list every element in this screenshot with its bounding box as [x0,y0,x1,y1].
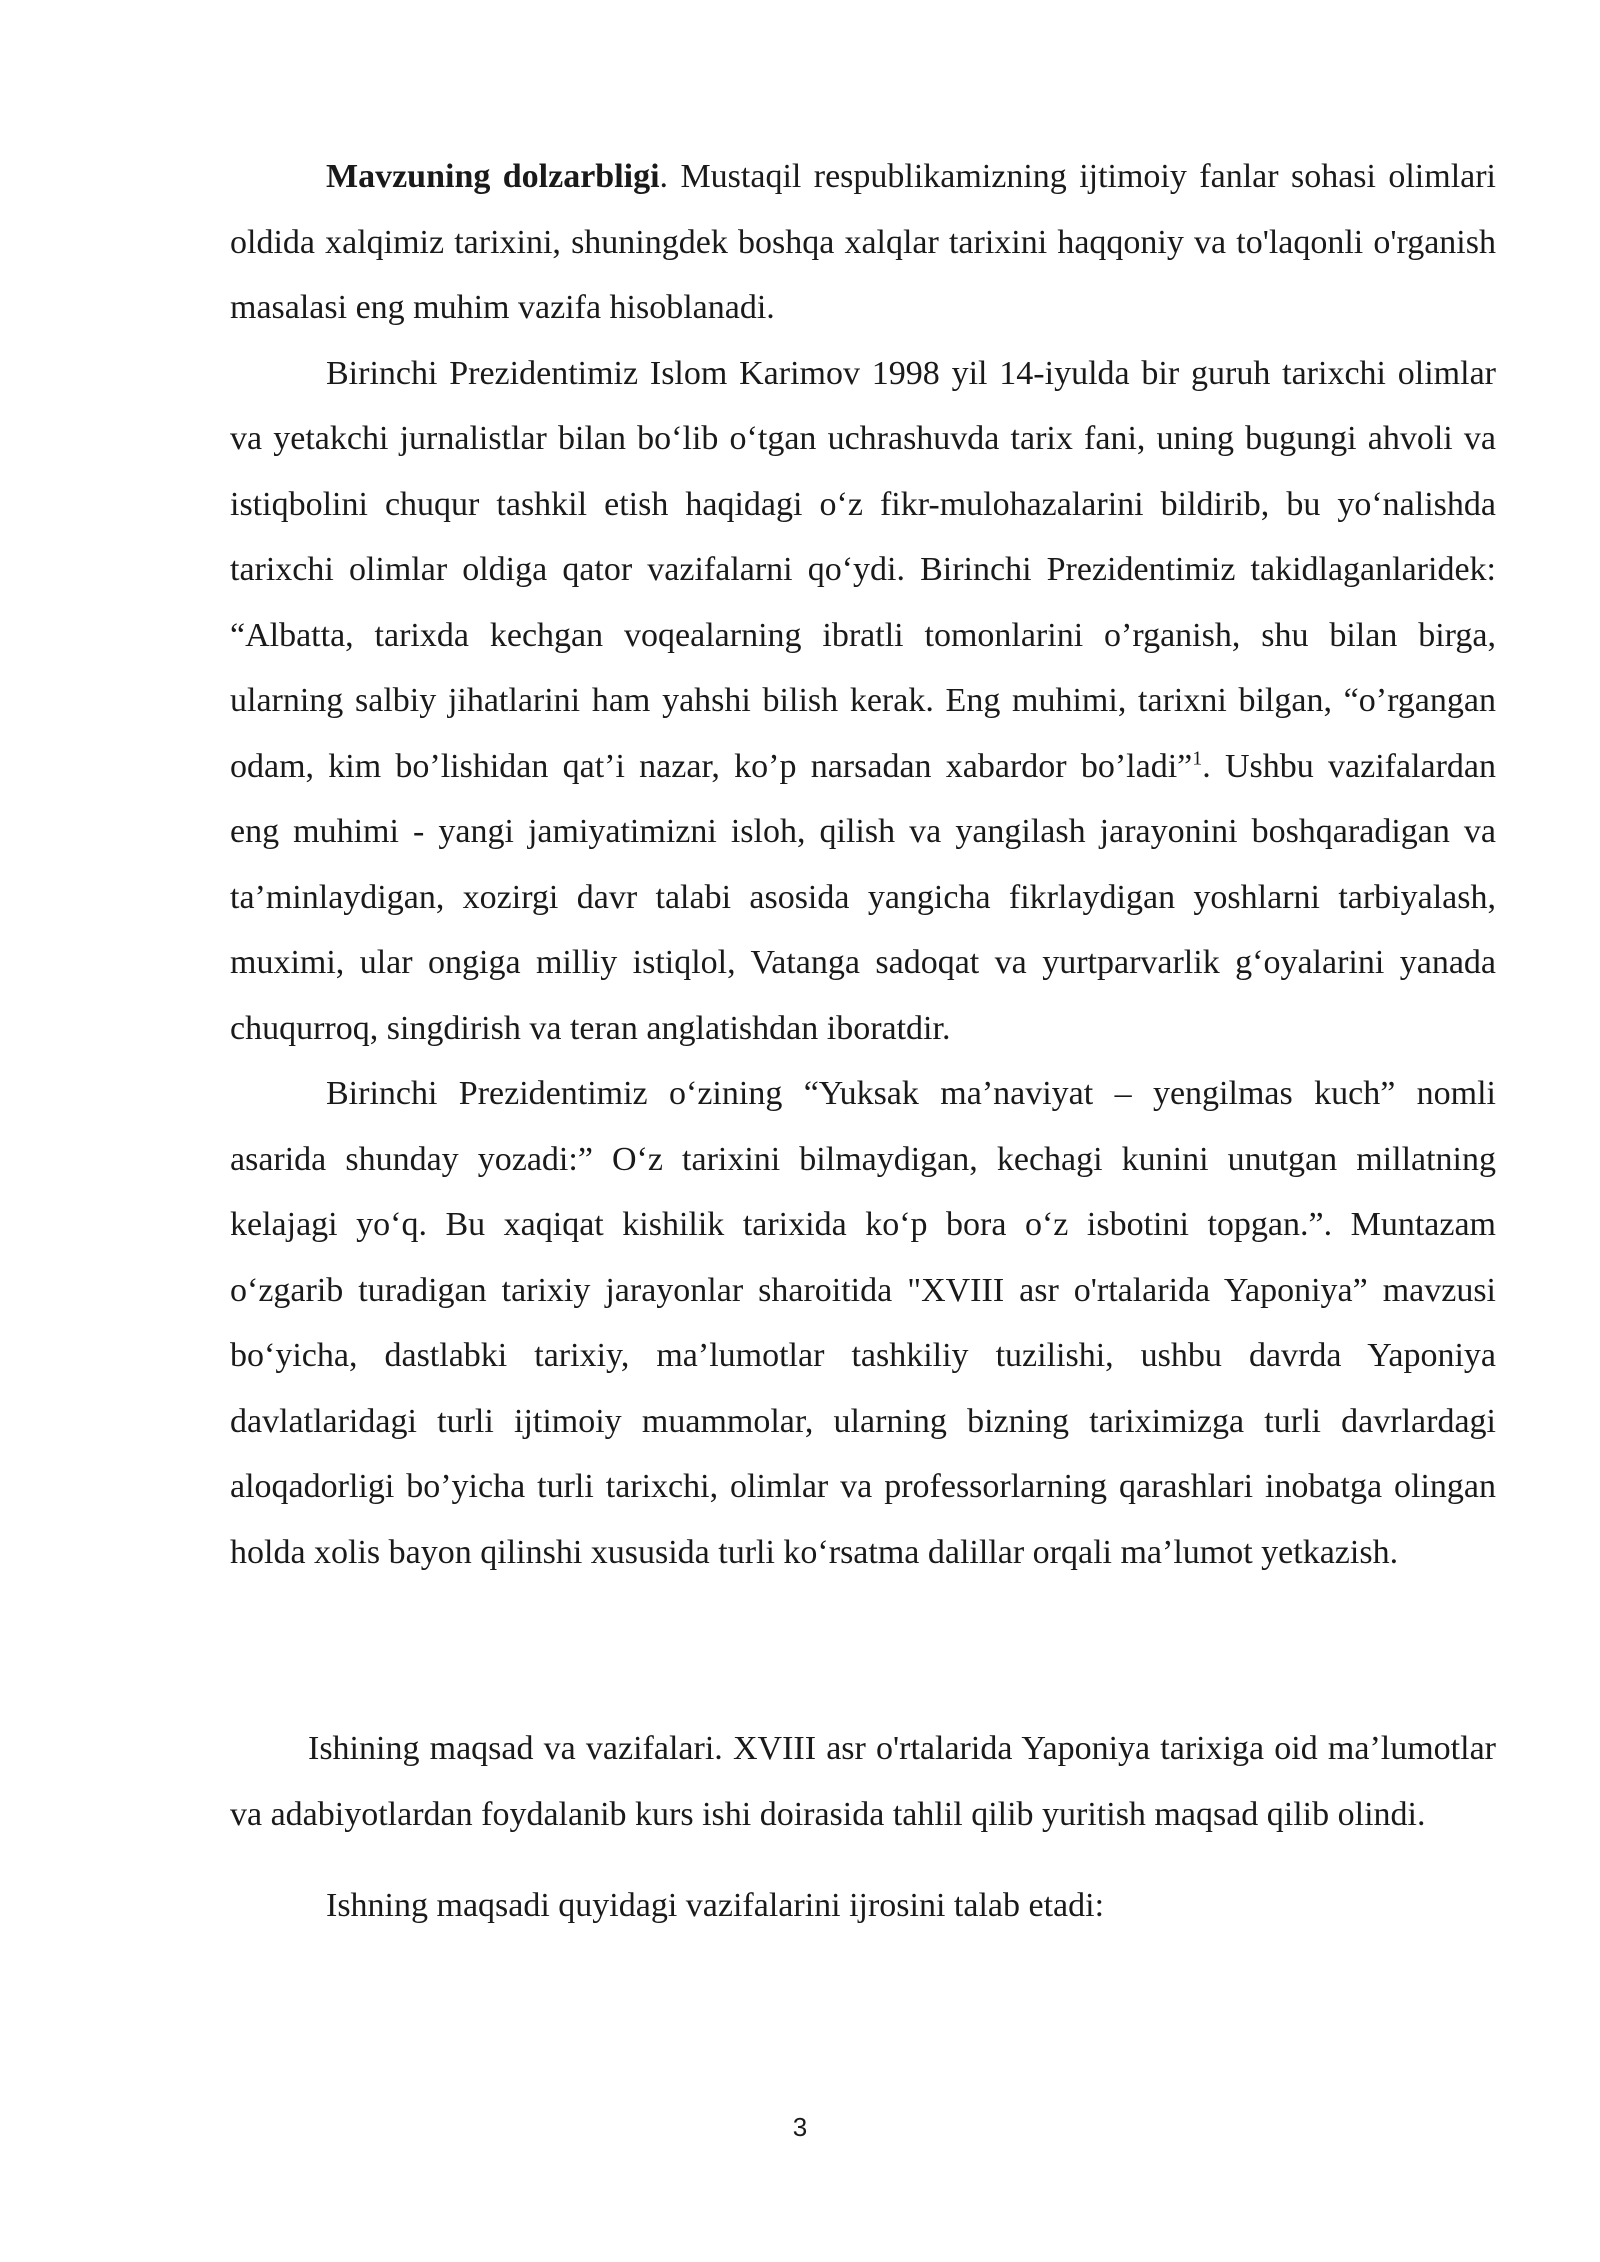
paragraph-spacer [230,1847,1496,1873]
document-body [230,144,1496,1939]
paragraph-spacer [230,1585,1496,1716]
relevance-heading: Mavzuning dolzarbligi [326,158,660,195]
karimov-meeting-text-continued: . Ushbu vazifalardan eng muhimi - yangi jamiyatimizni isloh, qilish va yangilash jarayonini boshqaradigan va ta’minlaydigan, xozirgi davr talabi asosida yangicha fikrlaydigan yoshlarni tarbiyalash, muximi, ular ongiga milliy istiqlol, Vatanga sadoqat va yurtparvarlik g‘oyalarini yanada chuqurroq, singdirish va teran anglatishdan iboratdir. [230,747,1497,1047]
relevance-text: . Mustaqil respublikamizning ijtimoiy fanlar sohasi olimlari oldida xalqimiz tarixini, shuningdek boshqa xalqlar tarixini haqqoniy va to'laqonli o'rganish masalasi eng muhim vazifa hisoblanadi. [230,158,1497,326]
karimov-meeting-text: Birinchi Prezidentimiz Islom Karimov 1998 yil 14-iyulda bir guruh tarixchi olimlar va yetakchi jurnalistlar bilan bo‘lib o‘tgan uchrashuvda tarix fani, uning bugungi ahvoli va istiqbolini chuqur tashkil etish haqidagi o‘z fikr-mulohazalarini bildirib, bu yo‘nalishda tarixchi olimlar oldiga qator vazifalarni qo‘ydi. Birinchi Prezidentimiz takidlaganlaridek: “Albatta, tarixda kechgan voqealarning ibratli tomonlarini o’rganish, shu bilan birga, ularning salbiy jihatlarini ham yahshi bilish kerak. Eng muhimi, tarixni bilgan, “o’rgangan odam, kim bo’lishidan qat’i nazar, ko’p narsadan xabardor bo’ladi” [230,354,1496,785]
paragraph-relevance [230,144,1496,341]
footnote-marker[interactable]: 1 [1192,747,1203,770]
paragraph-goals: Ishining maqsad va vazifalari. XVIII asr o'rtalarida Yaponiya tarixiga oid ma’lumotlar va adabiyotlardan foydalanib kurs ishi doirasida tahlil qilib yuritish maqsad qilib olindi. [230,1730,1496,1833]
paragraph-spirituality: Birinchi Prezidentimiz o‘zining “Yuksak ma’naviyat – yengilmas kuch” nomli asarida shunday yozadi:” O‘z tarixini bilmaydigan, kechagi kunini unutgan millatning kelajagi yo‘q. Bu xaqiqat kishilik tarixida ko‘p bora o‘z isbotini topgan.”. Muntazam o‘zgarib turadigan tarixiy jarayonlar sharoitida "XVIII asr o'rtalarida Yaponiya” mavzusi bo‘yicha, dastlabki tarixiy, ma’lumotlar tashkiliy tuzilishi, ushbu davrda Yaponiya davlatlaridagi turli ijtimoiy muammolar, ularning bizning tariximizga turli davrlardagi aloqadorligi bo’yicha turli tarixchi, olimlar va professorlarning qarashlari inobatga olingan holda xolis bayon qilinshi xususida turli ko‘rsatma dalillar orqali ma’lumot yetkazish. [230,1075,1496,1571]
page-number: 3 [792,2112,808,2142]
paragraph-tasks-intro: Ishning maqsadi quyidagi vazifalarini ijrosini talab etadi: [326,1887,1105,1924]
paragraph-karimov-meeting [230,341,1496,1062]
